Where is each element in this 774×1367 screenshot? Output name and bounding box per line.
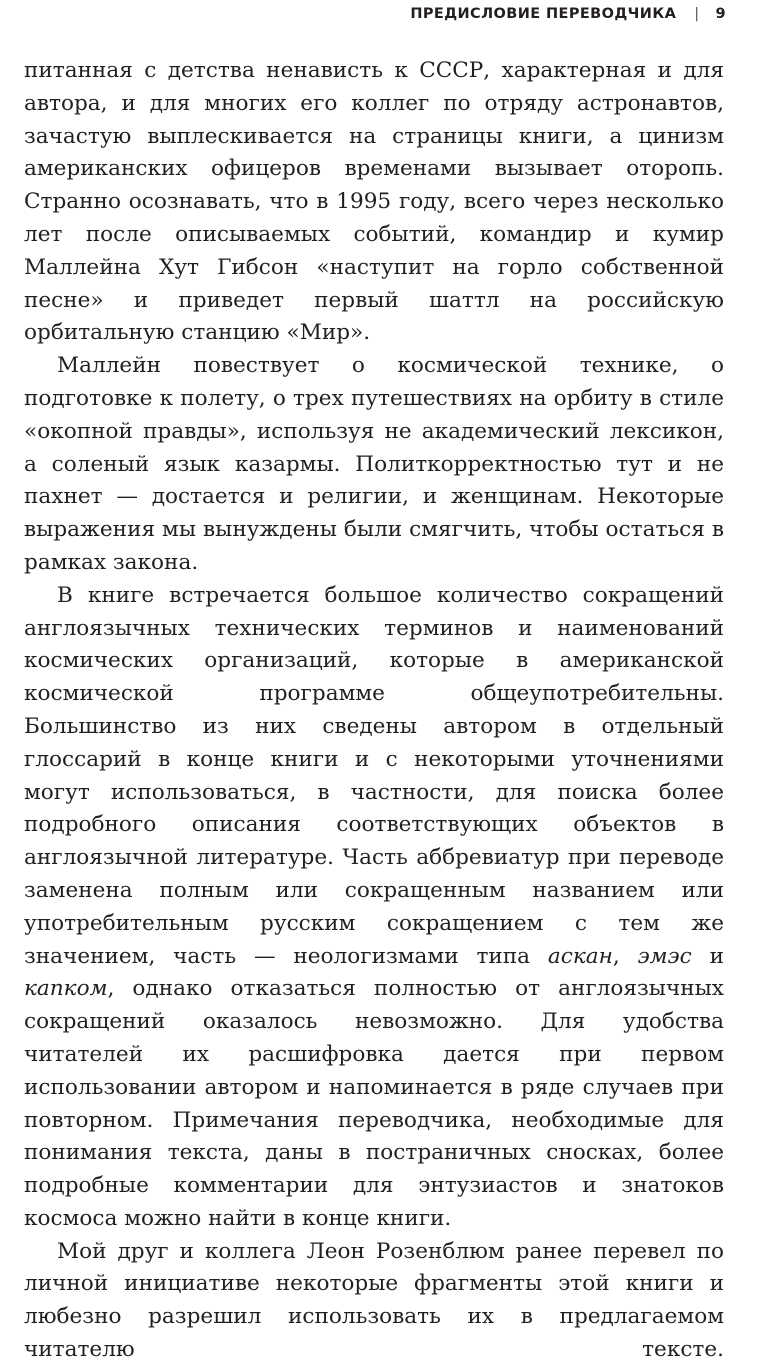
paragraph-abbreviations (24, 580, 724, 1236)
term-emes: эмэс (637, 943, 692, 969)
term-askan: аскан (547, 943, 613, 969)
running-header-title: ПРЕДИСЛОВИЕ ПЕРЕВОДЧИКА (410, 6, 677, 22)
running-header-separator: | (694, 6, 700, 22)
paragraph-acknowledgement: Мой друг и коллега Леон Розенблюм ранее перевел по личной инициативе некоторые фрагменты этой книги и любезно разрешил использовать их в предлагаемом читателю тексте. (24, 1238, 724, 1363)
paragraph-continued: питанная с детства ненависть к СССР, характерная и для автора, и для многих его коллег по отряду астронавтов, зачастую выплескивается на страницы книги, а цинизм американских офицеров временами вызывает оторопь. Странно осознавать, что в 1995 году, всего через несколько лет после описываемых событий, командир и кумир Маллейна Хут Гибсон «наступит на горло собственной песне» и приведет первый шаттл на российскую орбитальную станцию «Мир». (24, 58, 724, 346)
page-body (24, 55, 724, 1367)
abbreviations-text-start: В книге встречается большое количество сокращений англоязычных технических терминов и наименований космических организаций, которые в американской космической программе общеупотребительны. Большинство из них сведены автором в отдельный глоссарий в конце книги и с некоторыми уточнениями могут использоваться, в частности, для поиска более подробного описания соответствующих объектов в англоязычной литературе. Часть аббревиатур при переводе заменена полным или сокращенным названием или употребительным русским сокращением с тем же значением, часть — неологизмами типа (24, 582, 724, 969)
term-separator-1: , (612, 943, 638, 969)
term-kapkom: капком (24, 976, 108, 1002)
term-separator-2: и (691, 943, 724, 969)
abbreviations-text-end: , однако отказаться полностью от англоязычных сокращений оказалось невозможно. Для удобства читателей их расшифровка дается при первом использовании автором и напоминается в ряде случаев при повторном. Примечания переводчика, необходимые для понимания текста, даны в постраничных сносках, более подробные комментарии для энтузиастов и знатоков космоса можно найти в конце книги. (24, 976, 724, 1231)
running-header (410, 4, 726, 24)
paragraph-space-technique: Маллейн повествует о космической технике, о подготовке к полету, о трех путешествиях на орбиту в стиле «окопной правды», используя не академический лексикон, а соленый язык казармы. Политкорректностью тут и не пахнет — достается и религии, и женщинам. Некоторые выражения мы вынуждены были смягчить, чтобы остаться в рамках закона. (24, 353, 724, 575)
page-number: 9 (715, 6, 726, 22)
